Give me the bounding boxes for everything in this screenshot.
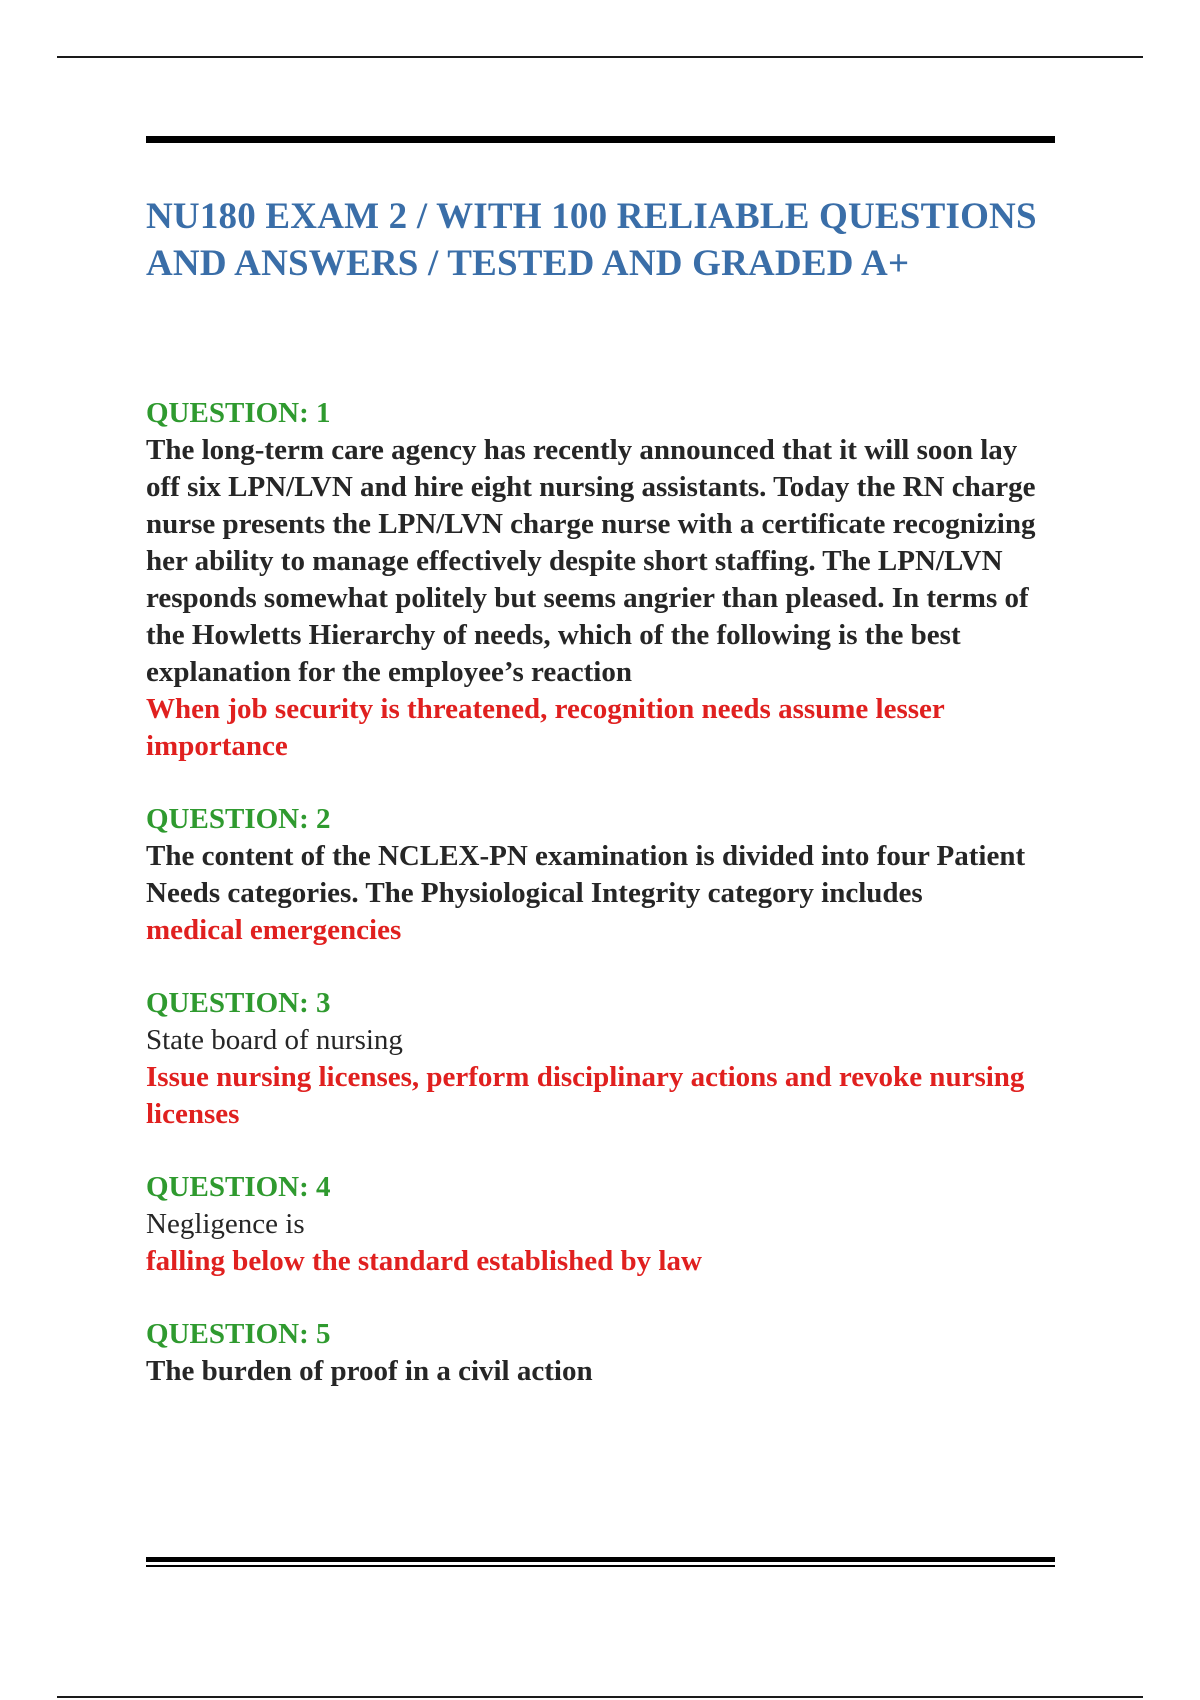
- document-title: NU180 EXAM 2 / WITH 100 RELIABLE QUESTIONS AND ANSWERS / TESTED AND GRADED A+: [146, 196, 1037, 284]
- question-label: QUESTION: 1: [146, 397, 331, 429]
- footer-rule: [146, 1557, 1055, 1567]
- question-2: [146, 801, 1055, 949]
- question-answer: Issue nursing licenses, perform disciplinary actions and revoke nursing licenses: [146, 1061, 1025, 1130]
- question-3: [146, 985, 1055, 1133]
- question-answer: When job security is threatened, recognition needs assume lesser importance: [146, 693, 945, 762]
- question-text: State board of nursing: [146, 1024, 403, 1056]
- question-answer: falling below the standard established by law: [146, 1245, 702, 1277]
- question-4: [146, 1169, 1055, 1280]
- document-content: [146, 136, 1055, 1426]
- question-text: The burden of proof in a civil action: [146, 1355, 593, 1387]
- question-text: Negligence is: [146, 1208, 305, 1240]
- question-5: [146, 1316, 1055, 1390]
- page-top-rule: [57, 56, 1143, 58]
- question-list: [146, 395, 1055, 1390]
- question-1: [146, 395, 1055, 765]
- question-label: QUESTION: 3: [146, 987, 331, 1019]
- question-text: The long-term care agency has recently announced that it will soon lay off six LPN/LVN and hire eight nursing assistants. Today the RN charge nurse presents the LPN/LVN charge nurse with a certificate recognizing her ability to manage effectively despite short staffing. The LPN/LVN responds somewhat politely but seems angrier than pleased. In terms of the Howletts Hierarchy of needs, which of the following is the best explanation for the employee’s reaction: [146, 434, 1036, 688]
- question-label: QUESTION: 2: [146, 803, 331, 835]
- page-bottom-rule: [57, 1696, 1143, 1698]
- footer-bar-thick: [146, 1557, 1055, 1562]
- question-answer: medical emergencies: [146, 914, 402, 946]
- footer-bar-thin: [146, 1565, 1055, 1567]
- question-text: The content of the NCLEX-PN examination is divided into four Patient Needs categories. The Physiological Integrity category includes: [146, 840, 1026, 909]
- question-label: QUESTION: 4: [146, 1171, 331, 1203]
- question-label: QUESTION: 5: [146, 1318, 331, 1350]
- header-bar: [146, 136, 1055, 143]
